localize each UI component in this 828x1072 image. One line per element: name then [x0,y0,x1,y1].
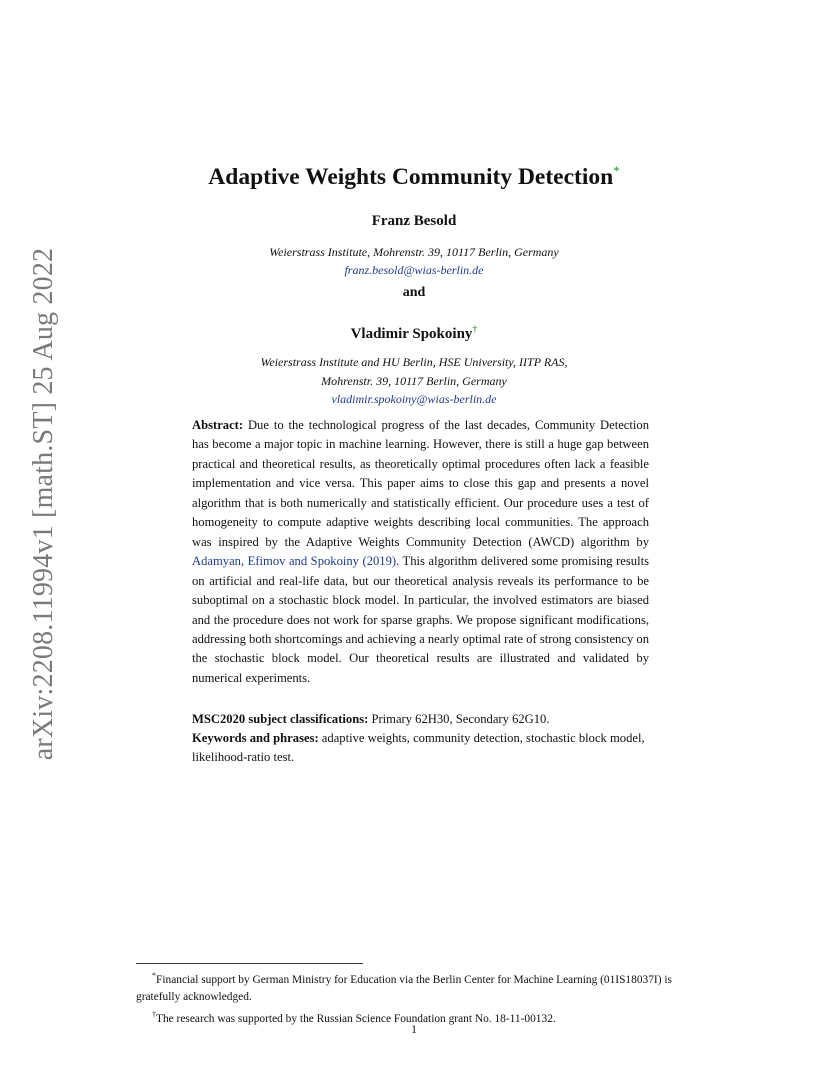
abstract-text-part-1: Due to the technological progress of the last decades, Community Detection has become a major topic in machine learning. However, there is still a huge gap between practical and theoretical results, as theoretically optimal procedures often lack a feasible implementation and vice versa. This paper aims to close this gap and presents a novel algorithm that is both numerically and statistically efficient. Our procedure uses a test of homogeneity to compute adaptive weights describing local communities. The approach was inspired by the Adaptive Weights Community Detection (AWCD) algorithm by [192,418,649,549]
msc-text: Primary 62H30, Secondary 62G10. [368,712,550,726]
author-email-2[interactable]: vladimir.spokoiny@wias-berlin.de [331,392,497,406]
author-email-1[interactable]: franz.besold@wias-berlin.de [344,263,484,277]
msc-label: MSC2020 subject classifications: [192,712,369,726]
abstract-text-part-2: . This algorithm delivered some promising results on artificial and real-life data, but our theoretical analysis reveals its performance to be suboptimal on a stochastic block model. In particular, the involved estimators are biased and the procedure does not work for sparse graphs. We propose significant modifications, addressing both shortcomings and achieving a nearly optimal rate of strong consistency on the stochastic block model. Our theoretical results are illustrated and validated by numerical experiments. [192,554,649,685]
page-number: 1 [411,1022,417,1036]
footnote-mark: † [152,1010,156,1019]
author-name-1 [0,213,828,230]
footnote-text: The research was supported by the Russian Science Foundation grant No. 18-11-00132. [156,1013,556,1025]
paper-title-text: Adaptive Weights Community Detection [208,164,614,190]
footnote-divider [136,963,363,964]
footnote-mark: * [152,971,156,980]
author-footnote-mark[interactable]: † [472,324,478,335]
arxiv-identifier: arXiv:2208.11994v1 [math.ST] 25 Aug 2022 [28,247,60,761]
footnotes [136,967,706,1028]
author-name-text: Franz Besold [371,213,457,229]
abstract-citation-link[interactable]: Adamyan, Efimov and Spokoiny (2019) [192,554,397,569]
keywords [192,729,649,768]
keywords-text: adaptive weights, community detection, stochastic block model, likelihood-ratio test. [192,731,645,765]
author-affiliation-2-line-2: Mohrenstr. 39, 10117 Berlin, Germany [321,374,507,388]
author-affiliation-1: Weierstrass Institute, Mohrenstr. 39, 10117 Berlin, Germany [269,245,559,259]
keywords-label: Keywords and phrases: [192,731,319,745]
author-name-text: Vladimir Spokoiny [350,326,473,342]
abstract [192,416,649,688]
footnote-text: Financial support by German Ministry for Education via the Berlin Center for Machine Learning (01IS18037I) is gratefully acknowledged. [136,974,672,1003]
author-affiliation-2-line-1: Weierstrass Institute and HU Berlin, HSE University, IITP RAS, [260,355,568,369]
footnote-1 [136,967,706,1006]
author-name-2 [0,324,828,343]
msc-classifications [192,710,649,729]
title-footnote-mark[interactable]: * [613,163,620,178]
author-separator-and: and [402,285,426,300]
paper-title [0,163,828,191]
abstract-label: Abstract: [192,418,244,432]
